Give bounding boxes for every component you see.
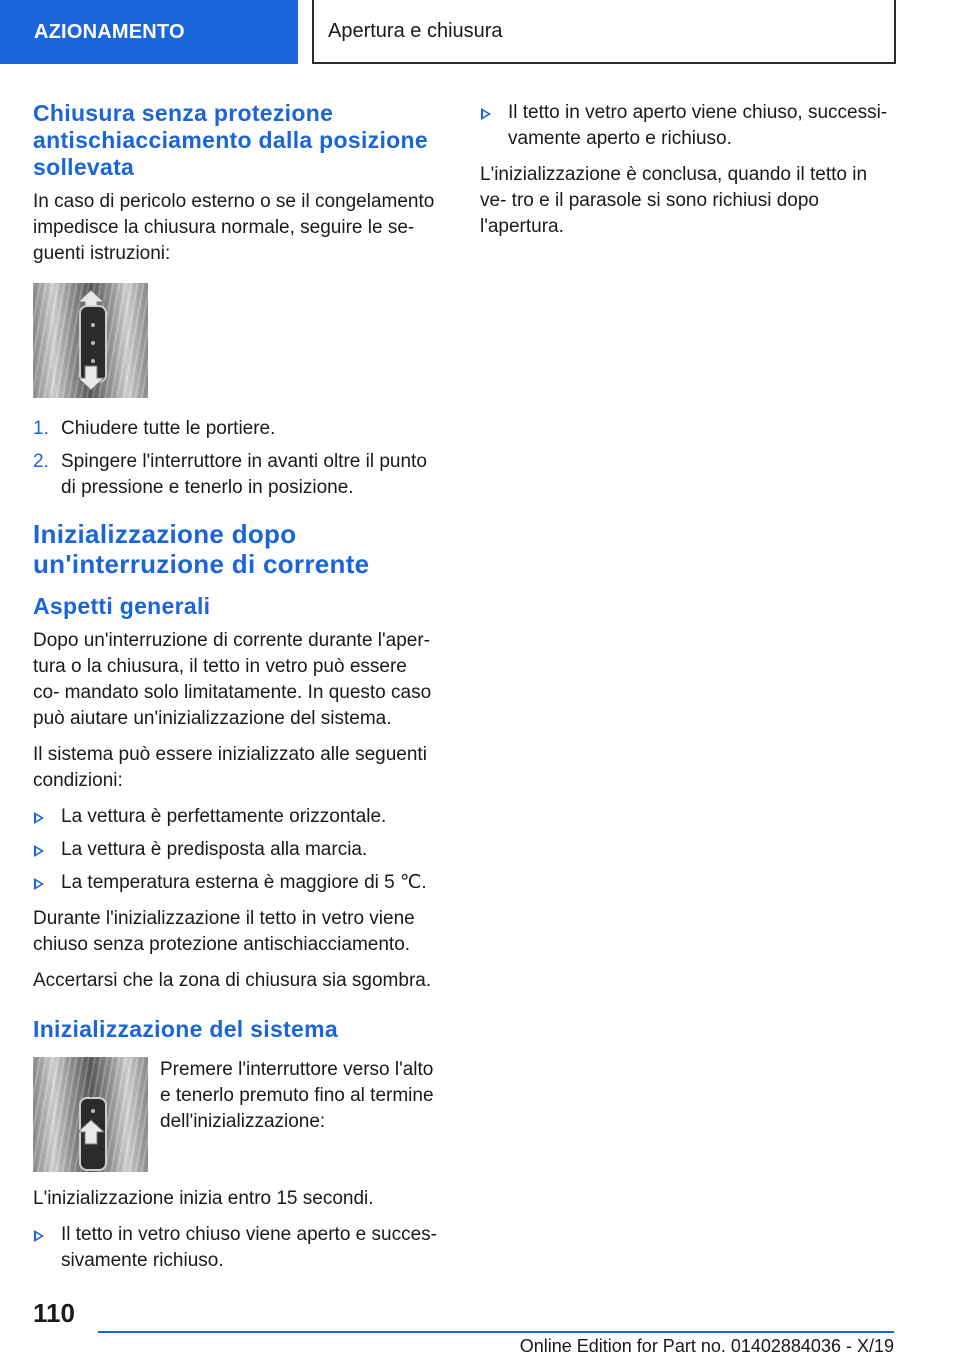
- system-paragraph-2: L'inizializzazione inizia entro 15 secondi.: [33, 1188, 374, 1209]
- section-tab: [0, 0, 298, 64]
- system-instruction: [33, 1057, 437, 1172]
- general-paragraph-4: Accertarsi che la zona di chiusura sia sgombra.: [33, 970, 432, 991]
- page-number: 110: [33, 1298, 75, 1328]
- list-item: [33, 837, 437, 863]
- list-item: [480, 100, 898, 152]
- step-text: Chiudere tutte le portiere.: [61, 418, 276, 439]
- continued-bullets: [480, 100, 898, 152]
- chapter-tab: [312, 0, 896, 64]
- bullet-triangle-icon: [34, 845, 44, 857]
- conclusion-paragraph: L'inizializzazione è conclusa, quando il tetto in ve- tro e il parasole si sono richiusi dopo l'apertura.: [480, 164, 868, 237]
- list-item: [33, 416, 437, 442]
- init-heading: Inizializzazione dopo un'interruzione di corrente: [33, 519, 370, 579]
- general-paragraph-3: Durante l'inizializzazione il tetto in vetro viene chiuso senza protezione antischiacciamento.: [33, 908, 415, 955]
- step-number: 2.: [33, 451, 49, 472]
- step-number: 1.: [33, 418, 49, 439]
- step-text: Spingere l'interruttore in avanti oltre il punto di pressione e tenerlo in posizione.: [61, 451, 427, 498]
- list-item: [33, 870, 437, 896]
- bullet-text: Il tetto in vetro aperto viene chiuso, successi- vamente aperto e richiuso.: [508, 102, 888, 149]
- bullet-triangle-icon: [34, 812, 44, 824]
- right-column: [480, 100, 898, 250]
- chapter-title: Apertura e chiusura: [328, 19, 503, 42]
- list-item: [33, 804, 437, 830]
- footer-divider: [98, 1331, 894, 1333]
- bullet-triangle-icon: [34, 1230, 44, 1242]
- bullet-text: Il tetto in vetro chiuso viene aperto e succes- sivamente richiuso.: [61, 1224, 437, 1271]
- section-title: AZIONAMENTO: [34, 20, 185, 43]
- system-heading: Inizializzazione del sistema: [33, 1016, 338, 1042]
- closing-heading: Chiusura senza protezione antischiacciamento dalla posizione sollevata: [33, 100, 428, 180]
- general-paragraph-2: Il sistema può essere inizializzato alle seguenti condizioni:: [33, 744, 427, 791]
- list-item: [33, 1222, 437, 1274]
- edition-note: Online Edition for Part no. 01402884036 - X/19: [519, 1336, 894, 1356]
- condition-text: La temperatura esterna è maggiore di 5 ℃.: [61, 872, 427, 893]
- bullet-triangle-icon: [34, 878, 44, 890]
- general-heading: Aspetti generali: [33, 593, 211, 619]
- conditions-list: [33, 804, 437, 896]
- condition-text: La vettura è predisposta alla marcia.: [61, 839, 368, 860]
- left-column: [33, 100, 437, 1284]
- list-item: [33, 449, 437, 501]
- system-paragraph-1: Premere l'interruttore verso l'alto e tenerlo premuto fino al termine dell'inizializzazione:: [160, 1059, 434, 1132]
- arrow-down-icon: [77, 365, 105, 391]
- switch-photo-up-down: [33, 283, 148, 398]
- closing-intro: In caso di pericolo esterno o se il congelamento impedisce la chiusura normale, seguire le se- guenti istruzioni:: [33, 191, 435, 264]
- condition-text: La vettura è perfettamente orizzontale.: [61, 806, 387, 827]
- arrow-up-icon: [77, 1119, 105, 1145]
- general-paragraph-1: Dopo un'interruzione di corrente durante l'aper- tura o la chiusura, il tetto in vetro può essere co- mandato solo limitatamente. In questo caso può aiutare un'inizializzazione del sistema.: [33, 630, 432, 729]
- bullet-triangle-icon: [481, 108, 491, 120]
- system-bullets: [33, 1222, 437, 1274]
- steps-list: [33, 416, 437, 501]
- switch-photo-up: [33, 1057, 148, 1172]
